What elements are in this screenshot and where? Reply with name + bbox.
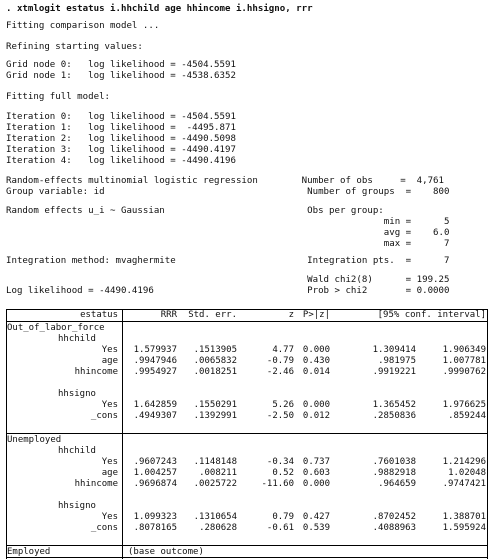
output-line: Refining starting values: <box>6 42 143 52</box>
table-cell: .8702452 <box>372 512 416 522</box>
row-label: _cons <box>90 411 118 421</box>
base-outcome-note: (base outcome) <box>128 547 204 557</box>
output-line: Log likelihood = -4490.4196 Prob > chi2 = 0.0000 <box>6 286 450 296</box>
table-cell: .1148148 <box>193 457 237 467</box>
table-cell: -2.50 <box>266 411 294 421</box>
table-cell: .859244 <box>448 411 486 421</box>
output-line: avg = 6.0 <box>6 228 450 238</box>
table-right-border <box>487 309 488 559</box>
table-cell: 0.430 <box>302 356 330 366</box>
table-bottom-rule <box>6 557 488 558</box>
table-section-rule <box>6 545 488 546</box>
header-column: z <box>288 310 294 320</box>
table-cell: 0.79 <box>272 512 294 522</box>
table-cell: .1392991 <box>193 411 237 421</box>
table-cell: .981975 <box>378 356 416 366</box>
output-line: Iteration 1: log likelihood = -4495.871 <box>6 123 236 133</box>
table-cell: 1.595924 <box>442 523 486 533</box>
table-cell: 0.603 <box>302 468 330 478</box>
table-cell: -2.46 <box>266 367 294 377</box>
table-cell: .280628 <box>199 523 237 533</box>
table-header-rule <box>6 321 488 322</box>
row-label: Yes <box>101 512 118 522</box>
table-cell: .964659 <box>378 479 416 489</box>
table-cell: .9607243 <box>133 457 177 467</box>
row-section-label: Out_of_labor_force <box>7 323 105 333</box>
header-column: Std. err. <box>188 310 237 320</box>
row-section-label: Employed <box>7 547 51 557</box>
table-cell: 1.976625 <box>442 400 486 410</box>
row-group-label: hhchild <box>58 446 96 456</box>
table-cell: .8078165 <box>133 523 177 533</box>
table-cell: 1.309414 <box>372 345 416 355</box>
table-cell: .1550291 <box>193 400 237 410</box>
table-cell: 1.004257 <box>133 468 177 478</box>
table-cell: .008211 <box>199 468 237 478</box>
command-line: . xtmlogit estatus i.hhchild age hhincome i.hhsigno, rrr <box>6 4 313 14</box>
table-cell: -0.79 <box>266 356 294 366</box>
table-cell: .9696874 <box>133 479 177 489</box>
table-cell: 1.642859 <box>133 400 177 410</box>
row-label: hhincome <box>74 479 118 489</box>
header-column: RRR <box>160 310 177 320</box>
table-cell: .9954927 <box>133 367 177 377</box>
table-cell: .4949307 <box>133 411 177 421</box>
row-label: Yes <box>101 400 118 410</box>
table-cell: 0.012 <box>302 411 330 421</box>
table-cell: 5.26 <box>272 400 294 410</box>
table-cell: 4.77 <box>272 345 294 355</box>
table-cell: .0018251 <box>193 367 237 377</box>
output-line: Iteration 0: log likelihood = -4504.5591 <box>6 112 236 122</box>
header-estatus: estatus <box>80 310 118 320</box>
output-line: Grid node 0: log likelihood = -4504.5591 <box>6 60 236 70</box>
output-line: Iteration 3: log likelihood = -4490.4197 <box>6 145 236 155</box>
row-group-label: hhsigno <box>58 501 96 511</box>
table-cell: 1.388701 <box>442 512 486 522</box>
row-label: _cons <box>90 523 118 533</box>
table-cell: 0.014 <box>302 367 330 377</box>
table-cell: .9919221 <box>372 367 416 377</box>
table-cell: .7601038 <box>372 457 416 467</box>
table-cell: .9882918 <box>372 468 416 478</box>
output-line: Random effects u_i ~ Gaussian Obs per group: <box>6 206 384 216</box>
table-cell: .9947946 <box>133 356 177 366</box>
table-cell: .0025722 <box>193 479 237 489</box>
table-cell: 0.000 <box>302 400 330 410</box>
table-cell: .2850836 <box>372 411 416 421</box>
table-cell: 1.906349 <box>442 345 486 355</box>
table-cell: 1.214296 <box>442 457 486 467</box>
row-label: Yes <box>101 457 118 467</box>
row-label: age <box>101 468 118 478</box>
table-cell: 0.539 <box>302 523 330 533</box>
row-group-label: hhchild <box>58 334 96 344</box>
results-table <box>6 309 488 559</box>
row-label: hhincome <box>74 367 118 377</box>
table-cell: 1.365452 <box>372 400 416 410</box>
table-cell: 0.52 <box>272 468 294 478</box>
table-cell: 1.099323 <box>133 512 177 522</box>
header-conf-interval: [95% conf. interval] <box>377 310 486 320</box>
output-line: Random-effects multinomial logistic regression Number of obs = 4,761 <box>6 176 444 186</box>
output-line: min = 5 <box>6 217 450 227</box>
table-section-rule <box>6 433 488 434</box>
table-cell: .0065832 <box>193 356 237 366</box>
table-cell: 1.579937 <box>133 345 177 355</box>
output-line: Iteration 4: log likelihood = -4490.4196 <box>6 156 236 166</box>
row-section-label: Unemployed <box>7 435 62 445</box>
output-line: Group variable: id Number of groups = 800 <box>6 187 450 197</box>
table-cell: 0.427 <box>302 512 330 522</box>
table-cell: .1310654 <box>193 512 237 522</box>
output-line: Grid node 1: log likelihood = -4538.6352 <box>6 71 236 81</box>
table-cell: -0.61 <box>266 523 294 533</box>
output-line: Fitting full model: <box>6 92 111 102</box>
table-column-divider <box>122 309 123 559</box>
table-cell: 0.737 <box>302 457 330 467</box>
table-cell: -0.34 <box>266 457 294 467</box>
table-cell: .9990762 <box>442 367 486 377</box>
output-line: Fitting comparison model ... <box>6 21 160 31</box>
table-cell: 0.000 <box>302 345 330 355</box>
row-label: Yes <box>101 345 118 355</box>
table-cell: 1.02048 <box>448 468 486 478</box>
table-left-border <box>6 309 7 559</box>
row-group-label: hhsigno <box>58 389 96 399</box>
header-column: P>|z| <box>302 310 330 320</box>
output-line: max = 7 <box>6 239 450 249</box>
output-line: Iteration 2: log likelihood = -4490.5098 <box>6 134 236 144</box>
output-line: Integration method: mvaghermite Integration pts. = 7 <box>6 256 450 266</box>
table-cell: 1.007781 <box>442 356 486 366</box>
table-cell: .1513905 <box>193 345 237 355</box>
row-label: age <box>101 356 118 366</box>
table-cell: .4088963 <box>372 523 416 533</box>
output-line: Wald chi2(8) = 199.25 <box>6 275 450 285</box>
table-cell: 0.000 <box>302 479 330 489</box>
table-cell: .9747421 <box>442 479 486 489</box>
table-cell: -11.60 <box>261 479 294 489</box>
